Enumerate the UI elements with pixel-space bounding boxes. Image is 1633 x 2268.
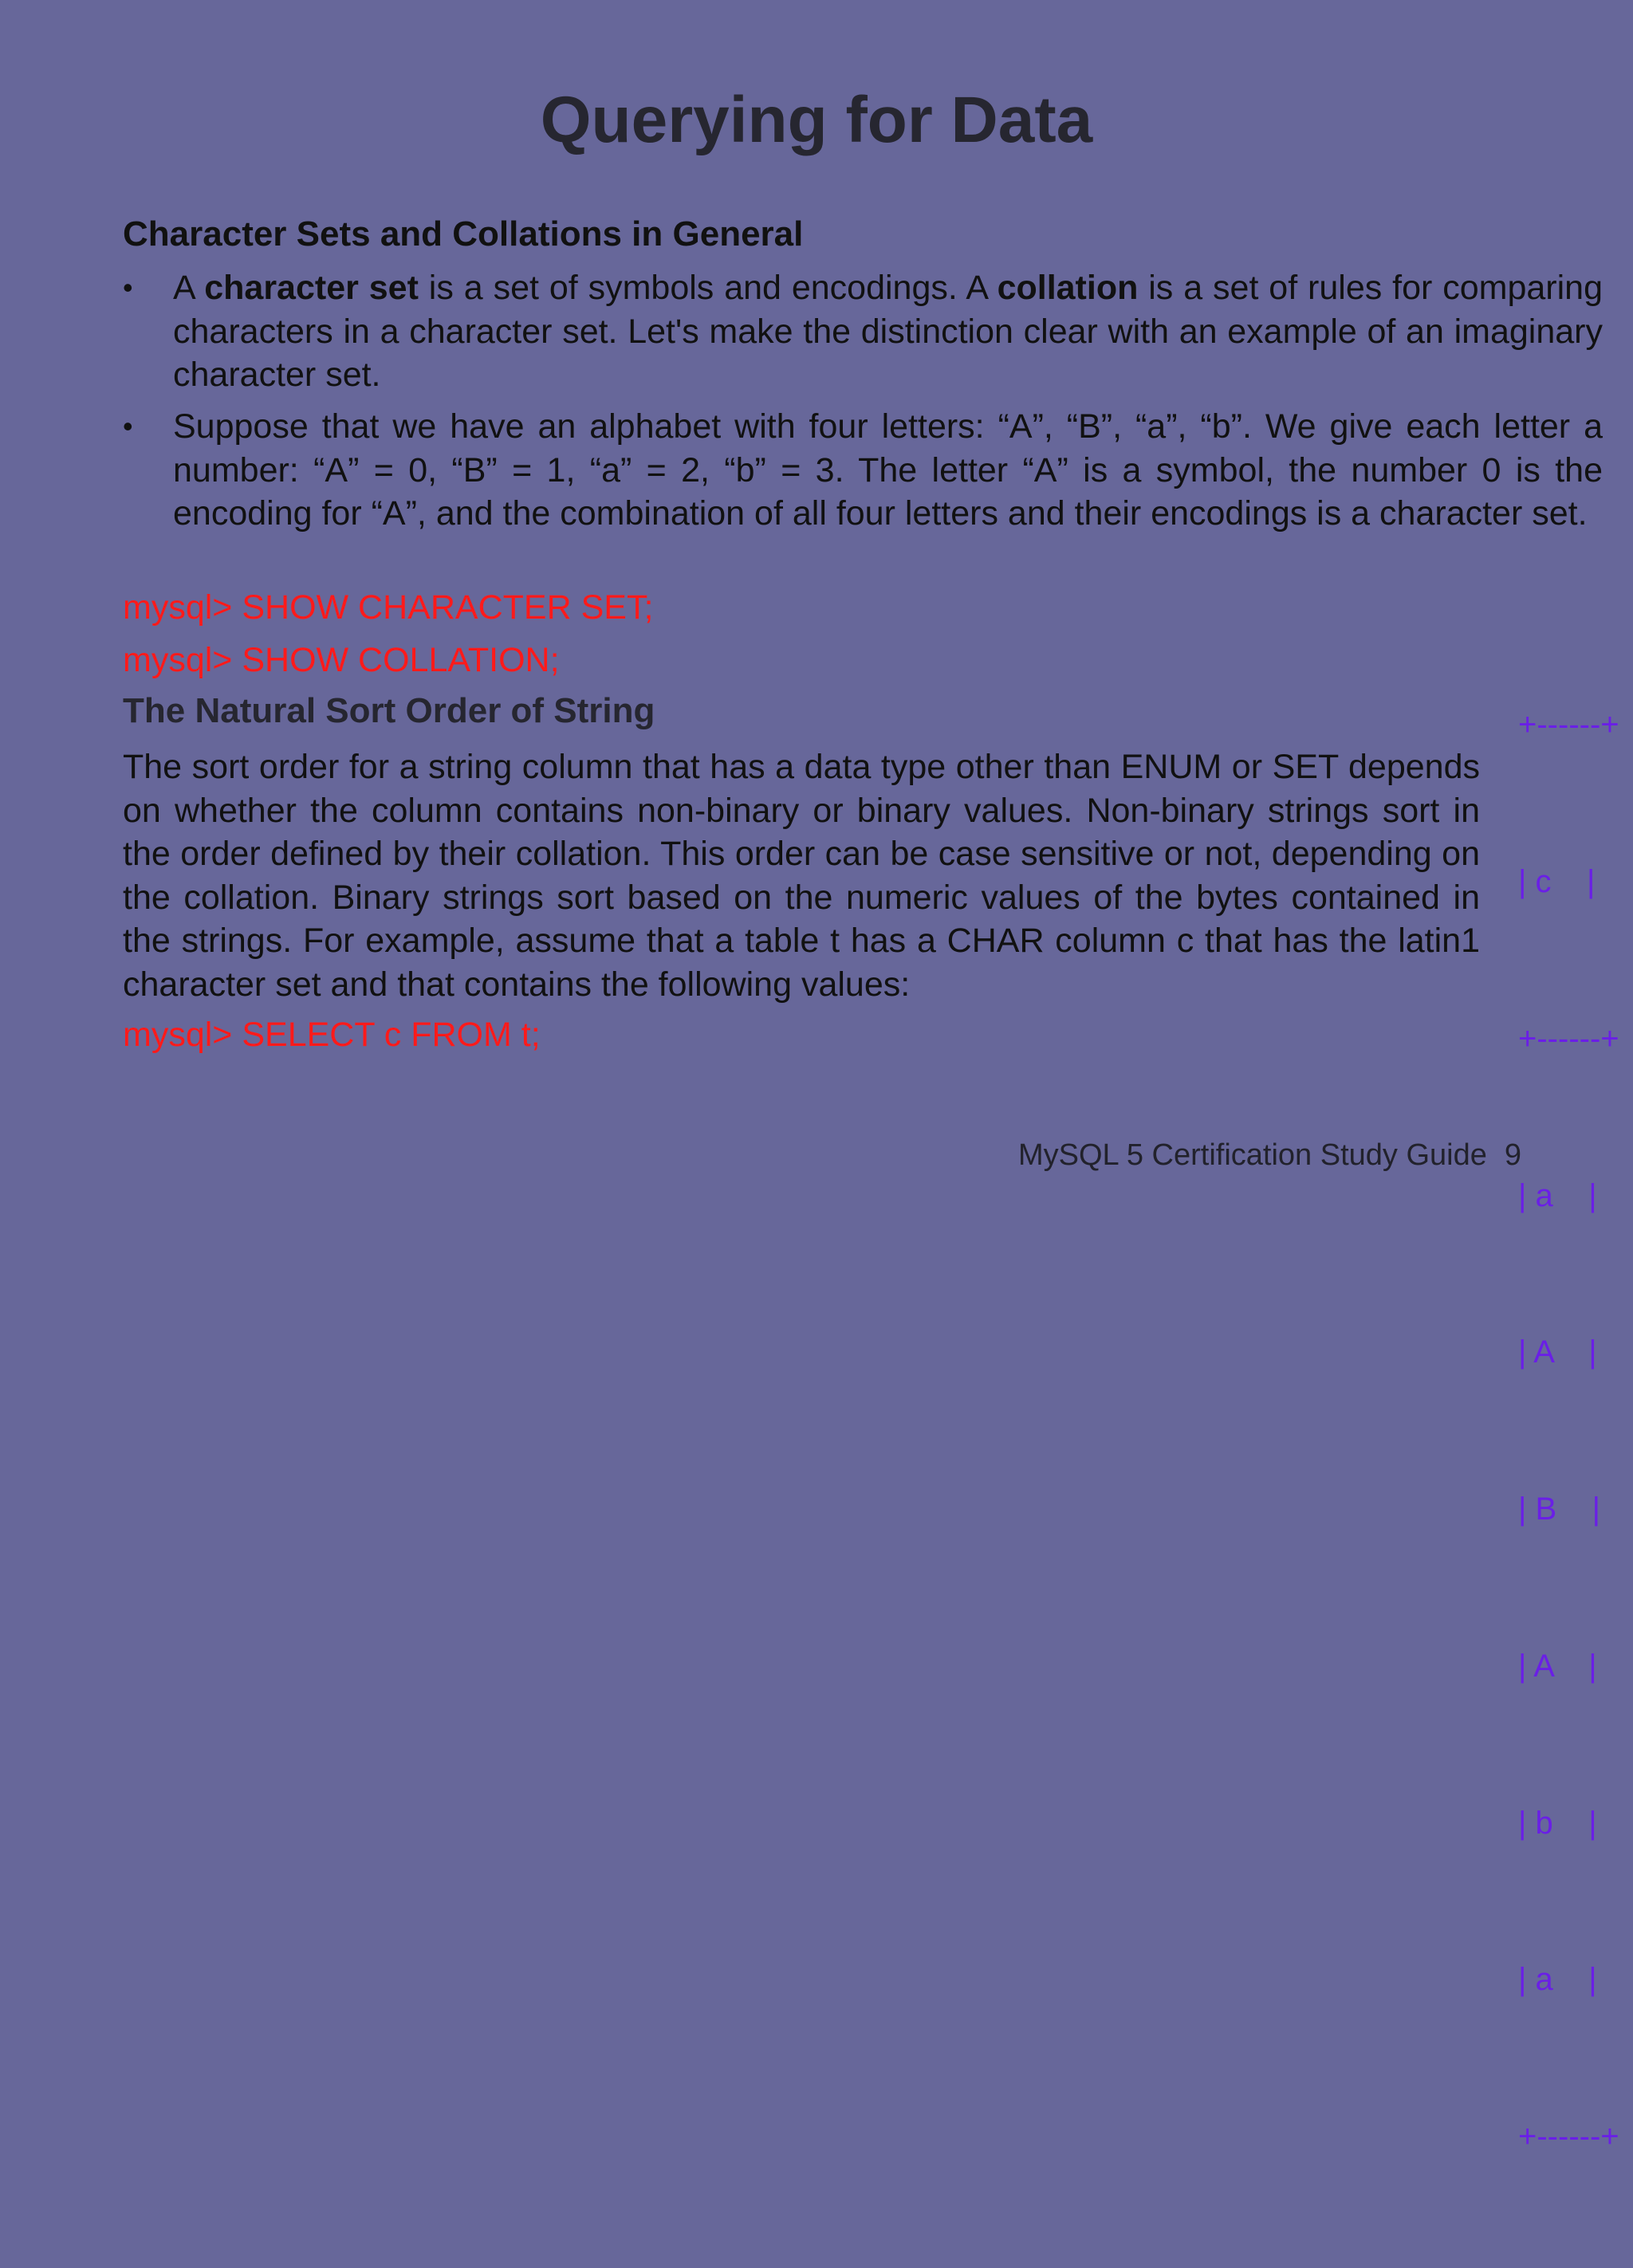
footer-title: MySQL 5 Certification Study Guide <box>1018 1138 1487 1172</box>
bullet-text: Suppose that we have an alphabet with four letters: “A”, “B”, “a”, “b”. We give each letter a number: “A” = 0, “B” = 1, “a” = 2, “b” = 3. The letter “A” is a symbol, the number 0 is the encoding for “A”, and the combination of all four letters and their encodings is a character set. <box>173 407 1603 533</box>
command-show-collation: mysql> SHOW COLLATION; <box>123 641 560 679</box>
section-heading-charsets: Character Sets and Collations in General <box>123 214 804 254</box>
query-result-table <box>1518 595 1633 2268</box>
bullet-text-part: A <box>173 269 205 307</box>
result-line: +------+ <box>1518 2119 1619 2155</box>
slide-footer <box>1018 1138 1521 1173</box>
result-line: | c | <box>1518 863 1596 899</box>
command-show-character-set: mysql> SHOW CHARACTER SET; <box>123 588 654 627</box>
sort-order-paragraph: The sort order for a string column that has a data type other than ENUM or SET depends on whether the column contains non-binary or binary values. Non-binary strings sort in the order defined by their collation. This order can be case sensitive or not, depending on the collation. Binary strings sort based on the numeric values of the bytes contained in the strings. For example, assume that a table t has a CHAR column c that has the latin1 character set and that contains the following values: <box>123 748 1480 1004</box>
bullet-text <box>173 266 1603 397</box>
bullet-text-part: is a set of rules for comparing characters in a character set. Let's make the distinction clear with an example of an imaginary character set. <box>173 269 1603 394</box>
result-line: | a | <box>1518 1962 1597 1998</box>
result-line: | a | <box>1518 1177 1597 1213</box>
result-line: | A | <box>1518 1334 1597 1370</box>
result-line: | b | <box>1518 1805 1597 1841</box>
bullet-dot-icon: • <box>123 271 133 304</box>
bullet-bold-term: character set <box>204 269 419 307</box>
section-heading-sort-order: The Natural Sort Order of String <box>123 691 655 730</box>
page-number: 9 <box>1504 1138 1521 1172</box>
result-line: | A | <box>1518 1648 1597 1684</box>
bullet-text-part: is a set of symbols and encodings. A <box>418 269 998 307</box>
bullet-dot-icon: • <box>123 410 133 442</box>
result-line: +------+ <box>1518 707 1619 743</box>
command-select: mysql> SELECT c FROM t; <box>123 1016 541 1054</box>
result-line: | B | <box>1518 1492 1601 1527</box>
slide-title: Querying for Data <box>540 84 1093 156</box>
bullet-bold-term: collation <box>997 269 1139 307</box>
result-line: +------+ <box>1518 1020 1619 1056</box>
